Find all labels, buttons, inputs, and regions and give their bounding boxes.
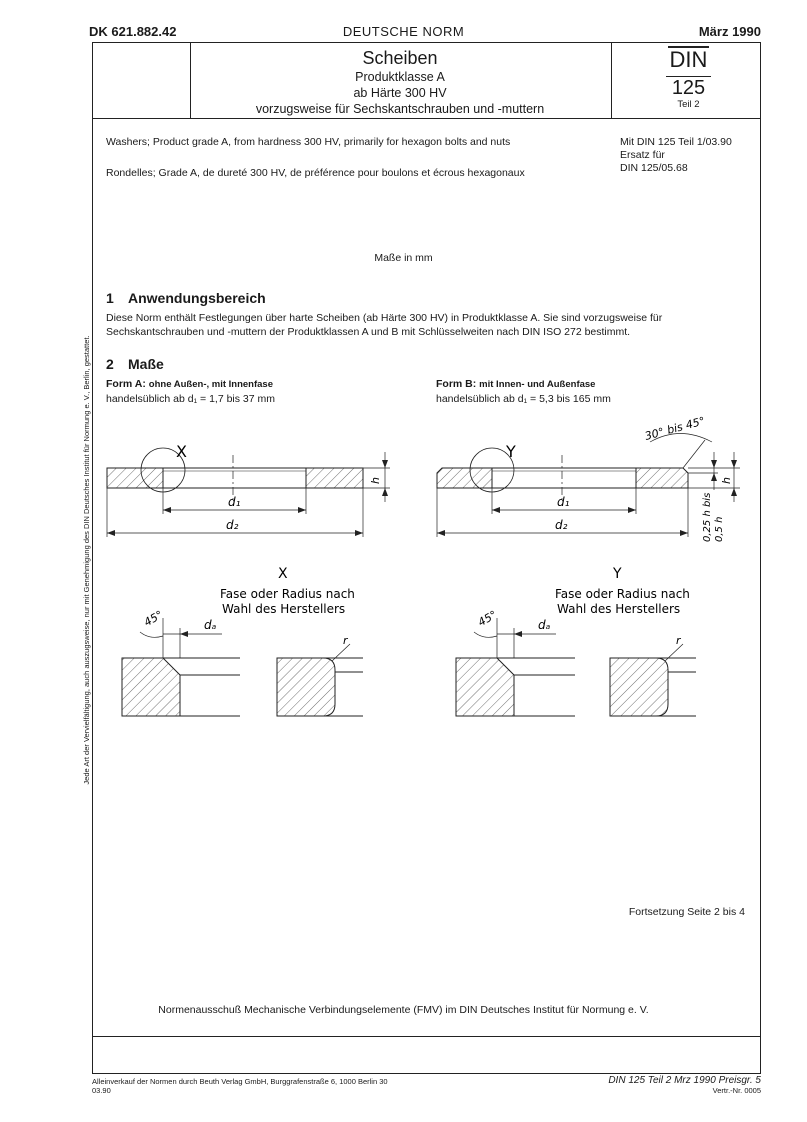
translation-en: Washers; Product grade A, from hardness 300 HV, primarily for hexagon bolts and nuts bbox=[106, 136, 511, 148]
footer-vertr: Vertr.-Nr. 0005 bbox=[712, 1086, 761, 1095]
form-a-d1-arrow-l bbox=[163, 507, 171, 513]
translation-fr: Rondelles; Grade A, de dureté 300 HV, de préférence pour boulons et écrous hexagonaux bbox=[106, 167, 525, 179]
section-1-text: Diese Norm enthält Festlegungen über harte Scheiben (ab Härte 300 HV) in Produktklasse A. Sie sind vorzugsweise für Sechskantschrauben und -muttern der Produktklassen A und B mit Schlüsselweiten nach DIN ISO 272 bestimmt. bbox=[106, 312, 663, 338]
replacement-line-2: Ersatz für bbox=[620, 149, 665, 161]
form-a-label-x: X bbox=[176, 442, 187, 461]
detail-y-chamfer-section bbox=[456, 658, 514, 716]
detail-x-note-1: Fase oder Radius nach bbox=[220, 587, 355, 601]
form-b-h-label: h bbox=[720, 477, 733, 484]
form-a-left-section bbox=[107, 468, 163, 488]
form-b-d2-arrow-l bbox=[437, 530, 445, 536]
detail-y-da-label: dₐ bbox=[538, 618, 551, 632]
form-b-range: handelsüblich ab d₁ = 5,3 bis 165 mm bbox=[436, 393, 611, 405]
units-note: Maße in mm bbox=[374, 252, 433, 264]
form-a-h-arrow-t bbox=[382, 460, 388, 468]
title-line-3: vorzugsweise für Sechskantschrauben und -muttern bbox=[255, 102, 545, 116]
section-1-heading: Anwendungsbereich bbox=[128, 290, 266, 306]
form-b-right-section bbox=[636, 468, 688, 488]
detail-y-angle-arc bbox=[474, 632, 497, 637]
form-b-angle-label: 30° bis 45° bbox=[643, 414, 707, 443]
copyright-side-note bbox=[82, 275, 92, 845]
form-b-chamfer-label-2: 0,5 h bbox=[714, 516, 725, 542]
form-a-title: Form A: bbox=[106, 378, 146, 390]
detail-y-r-label: r bbox=[676, 634, 681, 647]
detail-x-angle-arc bbox=[140, 632, 163, 637]
footer-reference bbox=[608, 1075, 761, 1095]
section-2-number: 2 bbox=[106, 356, 114, 372]
din-number: 125 bbox=[666, 76, 711, 99]
title-line-1: Produktklasse A bbox=[355, 70, 445, 84]
detail-y-angle-label: 45° bbox=[475, 608, 500, 630]
form-b-angle-line bbox=[683, 440, 705, 468]
form-b-d1-arrow-r bbox=[628, 507, 636, 513]
form-b-chamfer-arrow-b bbox=[711, 473, 717, 481]
title-line-2: ab Härte 300 HV bbox=[353, 86, 447, 100]
publisher-line-1: Alleinverkauf der Normen durch Beuth Verlag GmbH, Burggrafenstraße 6, 1000 Berlin 30 bbox=[92, 1077, 388, 1086]
issue-date: März 1990 bbox=[698, 24, 761, 39]
detail-x-da-label: dₐ bbox=[204, 618, 217, 632]
form-a-h-label: h bbox=[369, 477, 382, 484]
form-a-washer-drawing bbox=[107, 442, 390, 537]
form-a-d1-arrow-r bbox=[298, 507, 306, 513]
detail-y-drawing bbox=[456, 566, 696, 716]
detail-y-note-2: Wahl des Herstellers bbox=[557, 602, 681, 616]
detail-y-title: Y bbox=[613, 566, 622, 582]
form-b-label-y: Y bbox=[506, 442, 516, 461]
detail-x-da-arrow bbox=[180, 631, 188, 637]
copyright-side-text: Jede Art der Vervielfältigung, auch auszugsweise, nur mit Genehmigung des DIN Deutsches Institut für Normung e. V., Berlin, gestattet. bbox=[82, 335, 91, 785]
form-b-washer-drawing bbox=[437, 414, 740, 542]
detail-x-angle-label: 45° bbox=[141, 608, 166, 630]
classification-number: DK 621.882.42 bbox=[89, 24, 177, 39]
form-b-d2-arrow-r bbox=[680, 530, 688, 536]
form-a-d2-label: d₂ bbox=[226, 518, 239, 532]
replacement-line-1: Mit DIN 125 Teil 1/03.90 bbox=[620, 136, 732, 148]
form-b-chamfer-label-1: 0,25 h bis bbox=[702, 492, 713, 542]
form-a-range: handelsüblich ab d₁ = 1,7 bis 37 mm bbox=[106, 393, 276, 405]
detail-y-note-1: Fase oder Radius nach bbox=[555, 587, 690, 601]
form-a-subtitle: ohne Außen-, mit Innenfase bbox=[148, 379, 273, 390]
detail-x-r-label: r bbox=[343, 634, 348, 647]
detail-x-drawing bbox=[122, 566, 363, 716]
publisher-note bbox=[92, 1077, 388, 1095]
din-word: DIN bbox=[669, 47, 708, 72]
form-a-h-arrow-b bbox=[382, 488, 388, 496]
form-b-chamfer-arrow-t bbox=[711, 460, 717, 468]
page-title: Scheiben bbox=[362, 48, 438, 68]
form-b-title: Form B: bbox=[436, 378, 477, 390]
detail-x-chamfer-section bbox=[122, 658, 180, 716]
detail-x-title: X bbox=[278, 566, 288, 582]
detail-x-note-2: Wahl des Herstellers bbox=[222, 602, 346, 616]
footer-din-ref: DIN 125 Teil 2 Mrz 1990 Preisgr. 5 bbox=[608, 1075, 761, 1086]
publisher-line-2: 03.90 bbox=[92, 1086, 111, 1095]
form-a-right-section bbox=[306, 468, 363, 488]
detail-y-radius-section bbox=[610, 658, 668, 716]
form-a-d2-arrow-r bbox=[355, 530, 363, 536]
replacement-line-3: DIN 125/05.68 bbox=[620, 162, 688, 174]
form-b-h-arrow-b bbox=[731, 488, 737, 496]
continuation-note: Fortsetzung Seite 2 bis 4 bbox=[628, 906, 745, 918]
din-part: Teil 2 bbox=[677, 99, 700, 110]
form-a-d2-arrow-l bbox=[107, 530, 115, 536]
form-b-subtitle: mit Innen- und Außenfase bbox=[479, 379, 596, 390]
form-b-d1-label: d₁ bbox=[557, 495, 570, 509]
form-a-d1-label: d₁ bbox=[228, 495, 241, 509]
section-1-number: 1 bbox=[106, 290, 114, 306]
detail-y-da-arrow bbox=[514, 631, 522, 637]
form-b-left-section bbox=[437, 468, 492, 488]
form-b-h-arrow-t bbox=[731, 460, 737, 468]
section-2-heading: Maße bbox=[128, 356, 164, 372]
committee-note: Normenausschuß Mechanische Verbindungselemente (FMV) im DIN Deutsches Institut für Normung e. V. bbox=[158, 1004, 649, 1016]
form-b-d2-label: d₂ bbox=[555, 518, 568, 532]
detail-x-radius-section bbox=[277, 658, 335, 716]
form-b-d1-arrow-l bbox=[492, 507, 500, 513]
norm-label: DEUTSCHE NORM bbox=[342, 24, 465, 39]
